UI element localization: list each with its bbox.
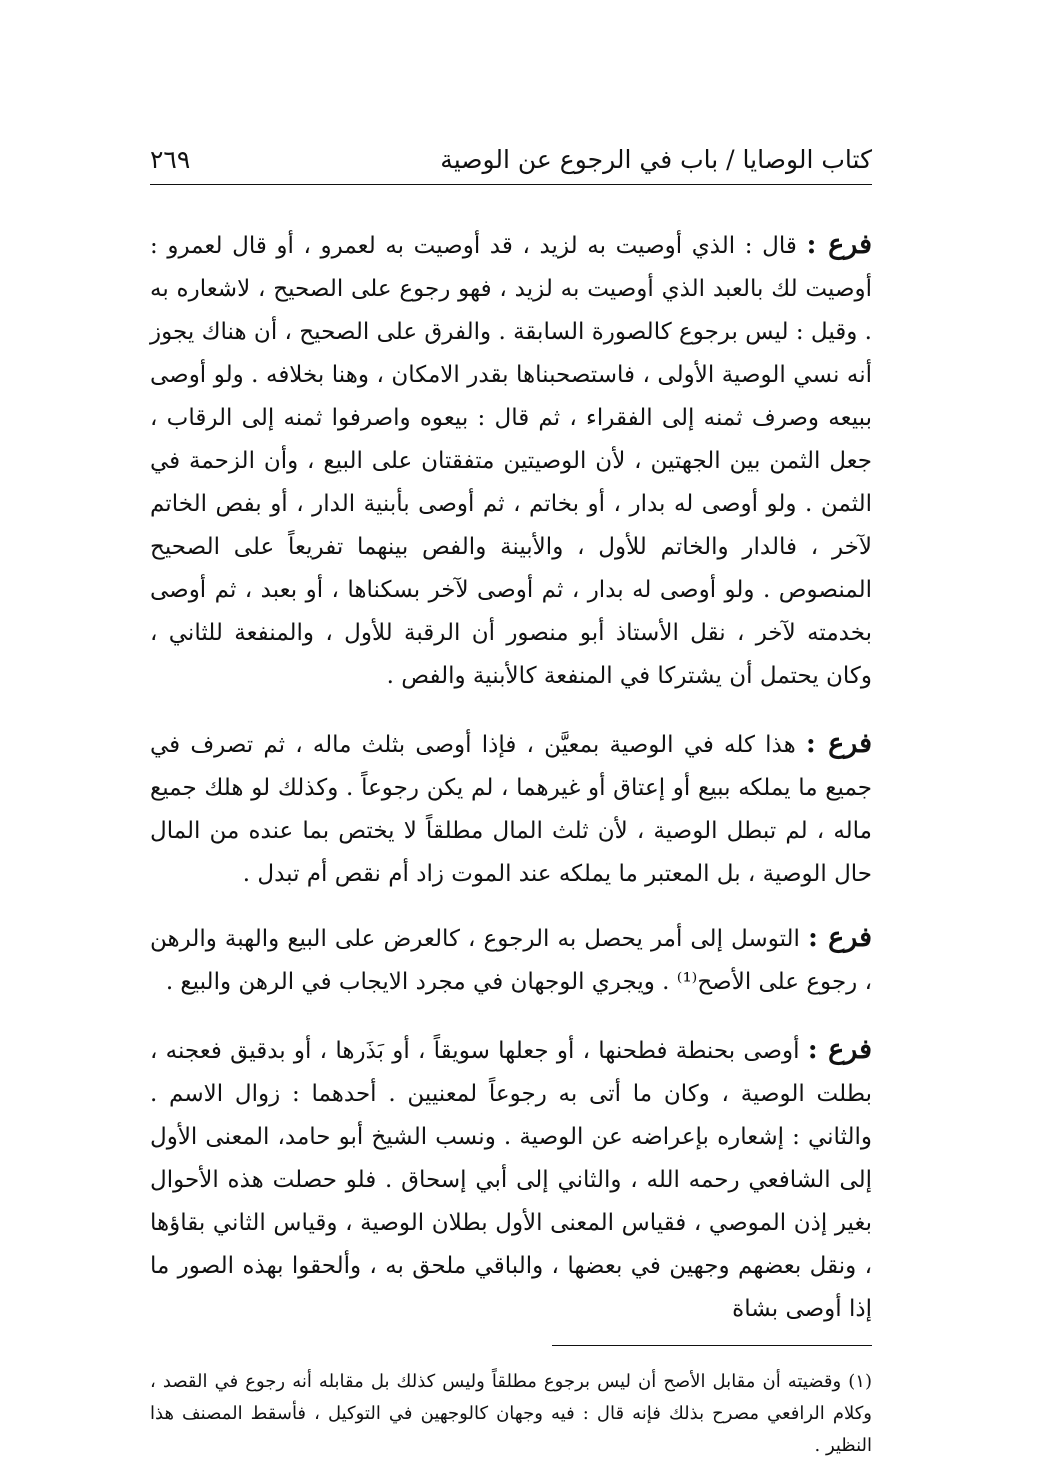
section-label: فرع : bbox=[806, 229, 872, 260]
section-text: قال : الذي أوصيت به لزيد ، قد أوصيت به لعمرو ، أو قال لعمرو : أوصيت لك بالعبد الذي أوصيت به لزيد ، فهو رجوع على الصحيح ، لاشعاره به . وقيل : ليس برجوع كالصورة السابقة . والفرق على الصحيح ، أن هناك يجوز أنه نسي الوصية الأولى ، فاستصحبناها بقدر الامكان ، وهنا بخلافه . ولو أوصى ببيعه وصرف ثمنه إلى الفقراء ، ثم قال : بيعوه واصرفوا ثمنه إلى الرقاب ، جعل الثمن بين الجهتين ، لأن الوصيتين متفقتان على البيع ، وأن الزحمة في الثمن . ولو أوصى له بدار ، أو بخاتم ، ثم أوصى بأبنية الدار ، أو بفص الخاتم لآخر ، فالدار والخاتم للأول ، والأبينة والفص بينهما تفريعاً على الصحيح المنصوص . ولو أوصى له بدار ، ثم أوصى لآخر بسكناها ، أو بعبد ، ثم أوصى بخدمته لآخر ، نقل الأستاذ أبو منصور أن الرقبة للأول ، والمنفعة للثاني ، وكان يحتمل أن يشتركا في المنفعة كالأبنية والفص . bbox=[150, 233, 872, 689]
section-label: فرع : bbox=[807, 922, 873, 953]
page-number: ٢٦٩ bbox=[150, 145, 191, 174]
running-header bbox=[150, 140, 872, 185]
chapter-title: كتاب الوصايا / باب في الرجوع عن الوصية bbox=[440, 145, 872, 174]
footnote-divider bbox=[552, 1345, 872, 1346]
section-4 bbox=[150, 1028, 872, 1331]
section-text: أوصى بحنطة فطحنها ، أو جعلها سويقاً ، أو بَذَرها ، أو بدقيق فعجنه ، بطلت الوصية ، وكان ما أتى به رجوعاً لمعنيين . أحدهما : زوال الاسم . والثاني : إشعاره بإعراضه عن الوصية . ونسب الشيخ أبو حامد، المعنى الأول إلى الشافعي رحمه الله ، والثاني إلى أبي إسحاق . فلو حصلت هذه الأحوال بغير إذن الموصي ، فقياس المعنى الأول بطلان الوصية ، وقياس الثاني بقاؤها ، ونقل بعضهم وجهين في بعضها ، والباقي ملحق به ، وألحقوا بهذه الصور ما إذا أوصى بشاة bbox=[150, 1038, 872, 1322]
section-1 bbox=[150, 223, 872, 698]
section-label: فرع : bbox=[807, 1034, 873, 1065]
section-3 bbox=[150, 916, 872, 1004]
section-label: فرع : bbox=[805, 728, 873, 759]
book-page bbox=[150, 140, 872, 1462]
section-2 bbox=[150, 722, 872, 896]
section-text: هذا كله في الوصية بمعيَّن ، فإذا أوصى بثلث ماله ، ثم تصرف في جميع ما يملكه ببيع أو إعتاق أو غيرهما ، لم يكن رجوعاً . وكذلك لو هلك جميع ماله ، لم تبطل الوصية ، لأن ثلث المال مطلقاً لا يختص بما عنده من المال حال الوصية ، بل المعتبر ما يملكه عند الموت زاد أم نقص أم تبدل . bbox=[150, 732, 872, 887]
footnote bbox=[150, 1366, 872, 1462]
footnote-text: (١) وقضيته أن مقابل الأصح أن ليس برجوع مطلقاً وليس كذلك بل مقابله أنه رجوع في القصد ، وكلام الرافعي مصرح بذلك فإنه قال : فيه وجهان كالوجهين في التوكيل ، فأسقط المصنف هذا النظير . bbox=[150, 1371, 872, 1456]
section-text: التوسل إلى أمر يحصل به الرجوع ، كالعرض على البيع والهبة والرهن ، رجوع على الأصح⁽¹⁾ . ويجري الوجهان في مجرد الايجاب في الرهن والبيع . bbox=[150, 926, 872, 995]
